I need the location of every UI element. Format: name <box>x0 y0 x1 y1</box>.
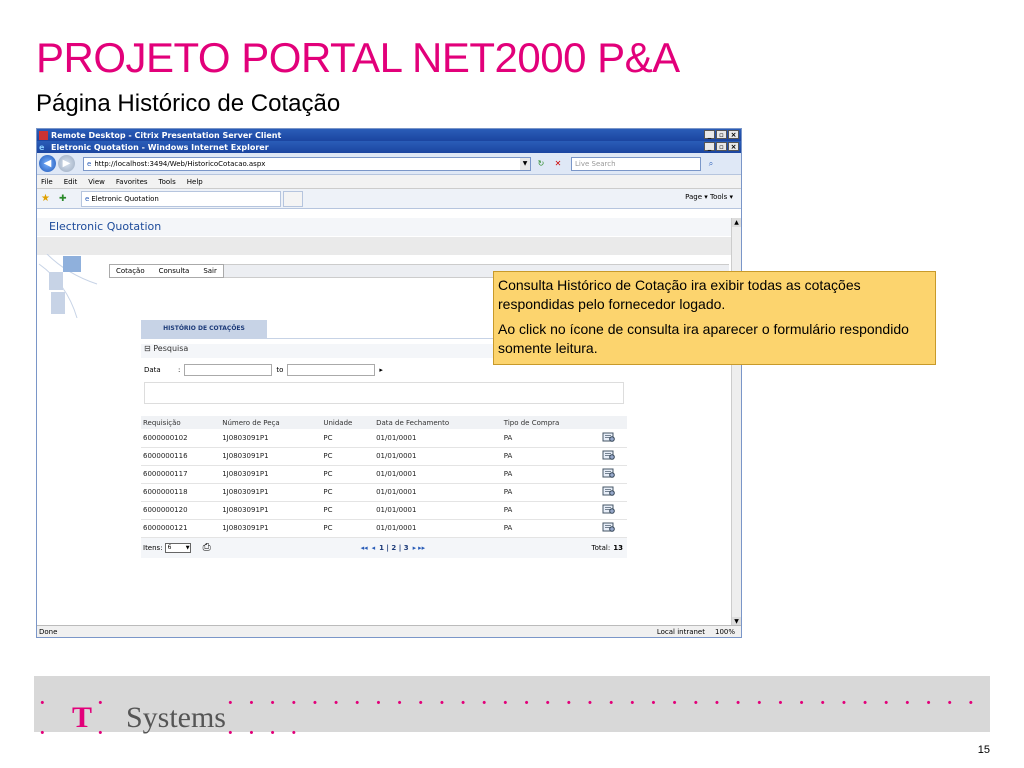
table-cell: PC <box>321 519 374 537</box>
table-cell: PC <box>321 429 374 447</box>
history-table <box>141 416 627 538</box>
view-details-icon[interactable] <box>602 449 616 461</box>
view-details-icon[interactable] <box>602 485 616 497</box>
status-text: Done <box>39 627 58 636</box>
citrix-icon <box>39 131 48 140</box>
col-tipo-compra[interactable]: Tipo de Compra <box>502 416 600 429</box>
refresh-icon[interactable]: ↻ <box>537 158 545 168</box>
table-cell: PC <box>321 483 374 501</box>
status-bar <box>37 625 741 637</box>
tab-historico[interactable]: HISTÓRIO DE COTAÇÕES <box>141 320 267 338</box>
date-to-field[interactable] <box>287 364 375 376</box>
t-mark: T <box>71 701 92 734</box>
col-requisicao[interactable]: Requisição <box>141 416 220 429</box>
app-header: Electronic Quotation <box>37 218 731 236</box>
collapse-icon[interactable]: ⊟ <box>144 344 151 353</box>
search-section-label: Pesquisa <box>153 344 189 353</box>
menu-view[interactable]: View <box>88 177 105 186</box>
menu-cotacao[interactable]: Cotação <box>116 267 145 275</box>
zoom-label[interactable]: 100% <box>714 627 735 636</box>
table-row[interactable] <box>141 447 627 465</box>
dots-mid: · · <box>95 688 108 747</box>
menu-favorites[interactable]: Favorites <box>115 177 148 186</box>
rd-title: Remote Desktop - Citrix Presentation Server Client <box>51 130 282 140</box>
table-cell: PA <box>502 447 600 465</box>
callout-paragraph-2: Ao click no ícone de consulta ira aparecer o formulário respondido somente leitura. <box>498 321 909 356</box>
page-links[interactable]: 1 | 2 | 3 <box>379 543 409 552</box>
page-number: 15 <box>977 744 990 756</box>
date-separator: : <box>178 366 181 374</box>
table-cell: PC <box>321 501 374 519</box>
search-icon[interactable]: ⌕ <box>708 158 714 168</box>
forward-icon[interactable]: ▶ <box>58 155 75 172</box>
ie-title: Eletronic Quotation - Windows Internet Explorer <box>51 142 269 152</box>
footer-band <box>34 676 990 747</box>
pager <box>141 538 627 558</box>
ie-restore-button[interactable]: ▫ <box>716 142 727 151</box>
menu-bar <box>37 175 741 189</box>
table-cell: PA <box>502 501 600 519</box>
url-text: http://localhost:3494/Web/HistoricoCotacao.aspx <box>94 159 266 168</box>
table-row[interactable] <box>141 519 627 537</box>
dots-right: · · · · · · · · · · · · · · · · · · · · · · · · · · · · · · · · · · · · · · · · <box>225 688 979 747</box>
new-tab-button[interactable] <box>283 191 303 207</box>
table-cell: 1J0803091P1 <box>220 465 321 483</box>
col-unidade[interactable]: Unidade <box>321 416 374 429</box>
view-details-cell <box>600 429 627 447</box>
browser-screenshot <box>36 128 742 638</box>
items-select[interactable] <box>165 543 191 553</box>
zone-label: Local intranet <box>656 627 705 636</box>
table-cell: 01/01/0001 <box>374 465 502 483</box>
url-dropdown-icon[interactable]: ▼ <box>520 158 530 170</box>
table-cell: 1J0803091P1 <box>220 447 321 465</box>
minimize-button[interactable]: _ <box>704 130 715 139</box>
callout-paragraph-1: Consulta Histórico de Cotação ira exibir todas as cotações respondidas pelo fornecedor logado. <box>498 277 861 312</box>
table-row[interactable] <box>141 429 627 447</box>
page-tools-menu[interactable]: Page ▾ Tools ▾ <box>685 193 733 201</box>
table-row[interactable] <box>141 465 627 483</box>
back-icon[interactable]: ◀ <box>39 155 56 172</box>
ie-icon: e <box>39 142 45 152</box>
table-cell: 6000000117 <box>141 465 220 483</box>
search-go-icon[interactable]: ▸ <box>379 366 383 374</box>
slide-subtitle: Página Histórico de Cotação <box>36 90 341 117</box>
view-details-icon[interactable] <box>602 467 616 479</box>
items-label: Itens: <box>143 543 163 552</box>
prev-page-icon[interactable]: ◂ <box>371 543 376 552</box>
stop-icon[interactable]: ✕ <box>554 158 562 168</box>
table-cell: 6000000102 <box>141 429 220 447</box>
col-numero-peca[interactable]: Número de Peça <box>220 416 321 429</box>
print-icon[interactable]: ⎙ <box>202 542 211 553</box>
ie-close-button[interactable]: × <box>728 142 739 151</box>
table-cell: PC <box>321 447 374 465</box>
table-cell: 1J0803091P1 <box>220 483 321 501</box>
app-subheader <box>37 237 731 255</box>
total-value: 13 <box>613 543 623 552</box>
tab-label: Eletronic Quotation <box>91 194 159 203</box>
table-cell: 01/01/0001 <box>374 501 502 519</box>
menu-tools[interactable]: Tools <box>158 177 176 186</box>
add-favorite-icon[interactable]: ✚ <box>59 193 67 204</box>
table-cell: PA <box>502 519 600 537</box>
tsystems-logo <box>38 688 990 748</box>
first-page-icon[interactable]: ◂◂ <box>360 543 368 552</box>
view-details-icon[interactable] <box>602 431 616 443</box>
menu-file[interactable]: File <box>41 177 53 186</box>
view-details-icon[interactable] <box>602 521 616 533</box>
view-details-cell <box>600 501 627 519</box>
menu-sair[interactable]: Sair <box>203 267 217 275</box>
table-cell: 6000000121 <box>141 519 220 537</box>
table-cell: 6000000118 <box>141 483 220 501</box>
view-details-cell <box>600 465 627 483</box>
slide-title: PROJETO PORTAL NET2000 P&A <box>36 34 680 81</box>
table-cell: 6000000120 <box>141 501 220 519</box>
table-cell: PA <box>502 483 600 501</box>
ie-minimize-button[interactable]: _ <box>704 142 715 151</box>
menu-help[interactable]: Help <box>186 177 203 186</box>
to-label: to <box>276 366 284 374</box>
address-bar <box>37 153 741 175</box>
remote-desktop-titlebar <box>37 129 741 141</box>
url-field[interactable] <box>83 157 531 171</box>
view-details-cell <box>600 519 627 537</box>
table-row[interactable] <box>141 501 627 519</box>
table-cell: PA <box>502 465 600 483</box>
total-label: Total: <box>591 543 611 552</box>
view-details-cell <box>600 447 627 465</box>
dots-left: · · <box>38 688 50 747</box>
col-data-fechamento[interactable]: Data de Fechamento <box>374 416 502 429</box>
table-cell: 01/01/0001 <box>374 519 502 537</box>
select-arrow-icon: ▼ <box>185 544 190 551</box>
ie-titlebar <box>37 141 741 153</box>
table-row[interactable] <box>141 483 627 501</box>
next-page-icon[interactable]: ▸ <box>412 543 417 552</box>
view-details-icon[interactable] <box>602 503 616 515</box>
date-label: Data <box>144 366 161 374</box>
table-cell: 1J0803091P1 <box>220 429 321 447</box>
items-select-value: 6 <box>167 544 172 551</box>
brand-text: Systems <box>125 701 226 734</box>
tab-eletronic-quotation[interactable] <box>81 191 281 207</box>
col-action <box>600 416 627 429</box>
favorites-star-icon[interactable]: ★ <box>41 193 50 204</box>
date-from-field[interactable] <box>184 364 272 376</box>
table-cell: 01/01/0001 <box>374 483 502 501</box>
search-input[interactable]: Live Search <box>571 157 701 171</box>
table-cell: PC <box>321 465 374 483</box>
scroll-up-icon[interactable]: ▲ <box>732 218 741 227</box>
page-icon: e <box>87 159 92 168</box>
tab-page-icon: e <box>85 194 90 203</box>
table-cell: 1J0803091P1 <box>220 501 321 519</box>
restore-button[interactable]: ▫ <box>716 130 727 139</box>
menu-edit[interactable]: Edit <box>63 177 78 186</box>
last-page-icon[interactable]: ▸▸ <box>418 543 426 552</box>
table-cell: 6000000116 <box>141 447 220 465</box>
table-cell: 01/01/0001 <box>374 429 502 447</box>
tab-bar <box>37 189 741 209</box>
close-button[interactable]: × <box>728 130 739 139</box>
table-cell: 01/01/0001 <box>374 447 502 465</box>
view-details-cell <box>600 483 627 501</box>
filter-results-box <box>144 382 624 404</box>
table-cell: PA <box>502 429 600 447</box>
scroll-down-icon[interactable]: ▼ <box>732 617 741 626</box>
menu-consulta[interactable]: Consulta <box>158 267 190 275</box>
annotation-callout <box>493 271 936 365</box>
app-logo <box>37 254 107 318</box>
table-cell: 1J0803091P1 <box>220 519 321 537</box>
